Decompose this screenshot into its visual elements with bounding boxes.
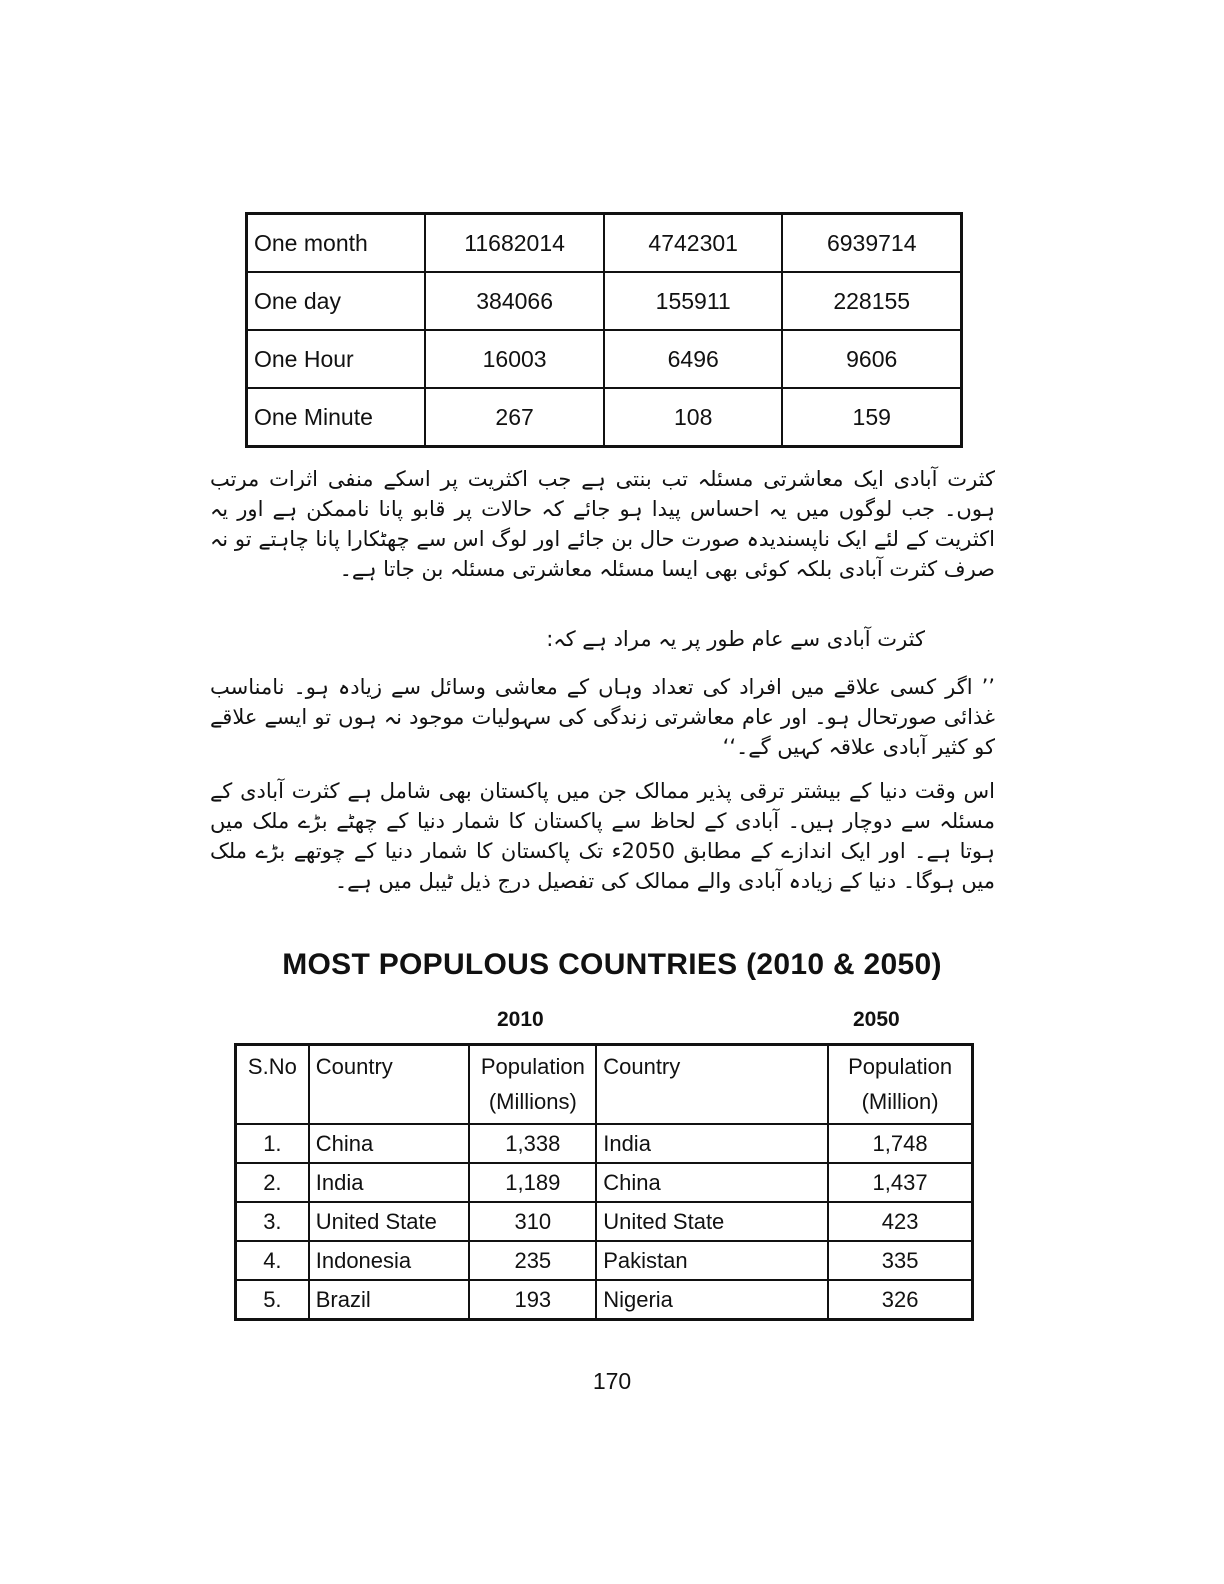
table-row (247, 272, 962, 330)
header-line: (Millions) (488, 1089, 577, 1114)
most-populous-table (234, 1043, 974, 1321)
country-cell: China (309, 1124, 470, 1163)
country-cell: Indonesia (309, 1241, 470, 1280)
header-line: Population (848, 1054, 953, 1079)
year-label-2010: 2010 (497, 1008, 544, 1031)
urdu-paragraph: اس وقت دنیا کے بیشتر ترقی پذیر ممالک جن میں پاکستان بھی شامل ہے کثرت آبادی کے مسئلہ سے دوچار ہیں۔ آبادی کے لحاظ سے پاکستان کا شمار دنیا کے چھٹے بڑے ملک میں ہوتا ہے۔ اور ایک اندازے کے مطابق 2050ء تک پاکستان کا شمار دنیا کے چوتھے بڑے ملک میں ہوگا۔ دنیا کے زیادہ آبادی والے ممالک کی تفصیل درج ذیل ٹیبل میں ہے۔ (210, 779, 995, 893)
column-header-country: Country (309, 1045, 470, 1125)
population-cell: 326 (828, 1280, 972, 1320)
page-number: 170 (592, 1368, 632, 1394)
country-cell: India (596, 1124, 828, 1163)
sno-cell: 3. (236, 1202, 309, 1241)
country-cell: Nigeria (596, 1280, 828, 1320)
table-row (236, 1124, 973, 1163)
population-cell: 423 (828, 1202, 972, 1241)
table-cell: 155911 (604, 272, 783, 330)
sno-cell: 4. (236, 1241, 309, 1280)
table-cell: 384066 (425, 272, 604, 330)
sno-cell: 1. (236, 1124, 309, 1163)
urdu-body-text (210, 464, 995, 926)
row-label: One Hour (247, 330, 426, 388)
table-cell: 159 (782, 388, 961, 447)
table-cell: 16003 (425, 330, 604, 388)
population-cell: 1,189 (469, 1163, 596, 1202)
table-row (247, 214, 962, 273)
column-header-population (828, 1045, 972, 1125)
population-cell: 235 (469, 1241, 596, 1280)
table-cell: 228155 (782, 272, 961, 330)
column-header-population (469, 1045, 596, 1125)
population-cell: 193 (469, 1280, 596, 1320)
column-header-sno: S.No (236, 1045, 309, 1125)
population-cell: 310 (469, 1202, 596, 1241)
population-growth-table (245, 212, 963, 448)
table-cell: 267 (425, 388, 604, 447)
table-cell: 6939714 (782, 214, 961, 273)
population-cell: 335 (828, 1241, 972, 1280)
country-cell: China (596, 1163, 828, 1202)
table-cell: 4742301 (604, 214, 783, 273)
urdu-quote: ’’ اگر کسی علاقے میں افراد کی تعداد وہاں کے معاشی وسائل سے زیادہ ہو۔ نامناسب غذائی صورتحال ہو۔ اور عام معاشرتی زندگی کی سہولیات موجود نہ ہوں تو ایسے علاقے کو کثیر آبادی علاقہ کہیں گے۔‘‘ (210, 675, 995, 759)
table-row (236, 1241, 973, 1280)
row-label: One Minute (247, 388, 426, 447)
country-cell: Brazil (309, 1280, 470, 1320)
country-cell: United State (596, 1202, 828, 1241)
table-row (236, 1163, 973, 1202)
urdu-paragraph: کثرت آبادی ایک معاشرتی مسئلہ تب بنتی ہے جب اکثریت پر اسکے منفی اثرات مرتب ہوں۔ جب لوگوں میں یہ احساس پیدا ہو جائے کہ حالات پر قابو پانا ناممکن ہے اور یہ اکثریت کے لئے ایک ناپسندیدہ صورت حال بن جائے اور لوگ اس سے چھٹکارا پانا چاہتے تو نہ صرف کثرت آبادی بلکہ کوئی بھی ایسا مسئلہ معاشرتی مسئلہ بن جاتا ہے۔ (210, 467, 995, 581)
table-row (236, 1202, 973, 1241)
population-cell: 1,437 (828, 1163, 972, 1202)
table-title: MOST POPULOUS COUNTRIES (2010 & 2050) (282, 948, 942, 981)
table-row (247, 330, 962, 388)
sno-cell: 5. (236, 1280, 309, 1320)
table-cell: 6496 (604, 330, 783, 388)
row-label: One month (247, 214, 426, 273)
country-cell: Pakistan (596, 1241, 828, 1280)
country-cell: United State (309, 1202, 470, 1241)
country-cell: India (309, 1163, 470, 1202)
table-cell: 108 (604, 388, 783, 447)
header-line: (Million) (861, 1089, 939, 1114)
urdu-paragraph: کثرت آبادی سے عام طور پر یہ مراد ہے کہ: (546, 627, 925, 651)
year-label-2050: 2050 (853, 1008, 900, 1031)
sno-cell: 2. (236, 1163, 309, 1202)
column-header-country: Country (596, 1045, 828, 1125)
table-row (247, 388, 962, 447)
table-cell: 9606 (782, 330, 961, 388)
row-label: One day (247, 272, 426, 330)
population-cell: 1,338 (469, 1124, 596, 1163)
table-cell: 11682014 (425, 214, 604, 273)
header-line: Population (480, 1054, 585, 1079)
population-cell: 1,748 (828, 1124, 972, 1163)
table-header-row (236, 1045, 973, 1125)
table-row (236, 1280, 973, 1320)
